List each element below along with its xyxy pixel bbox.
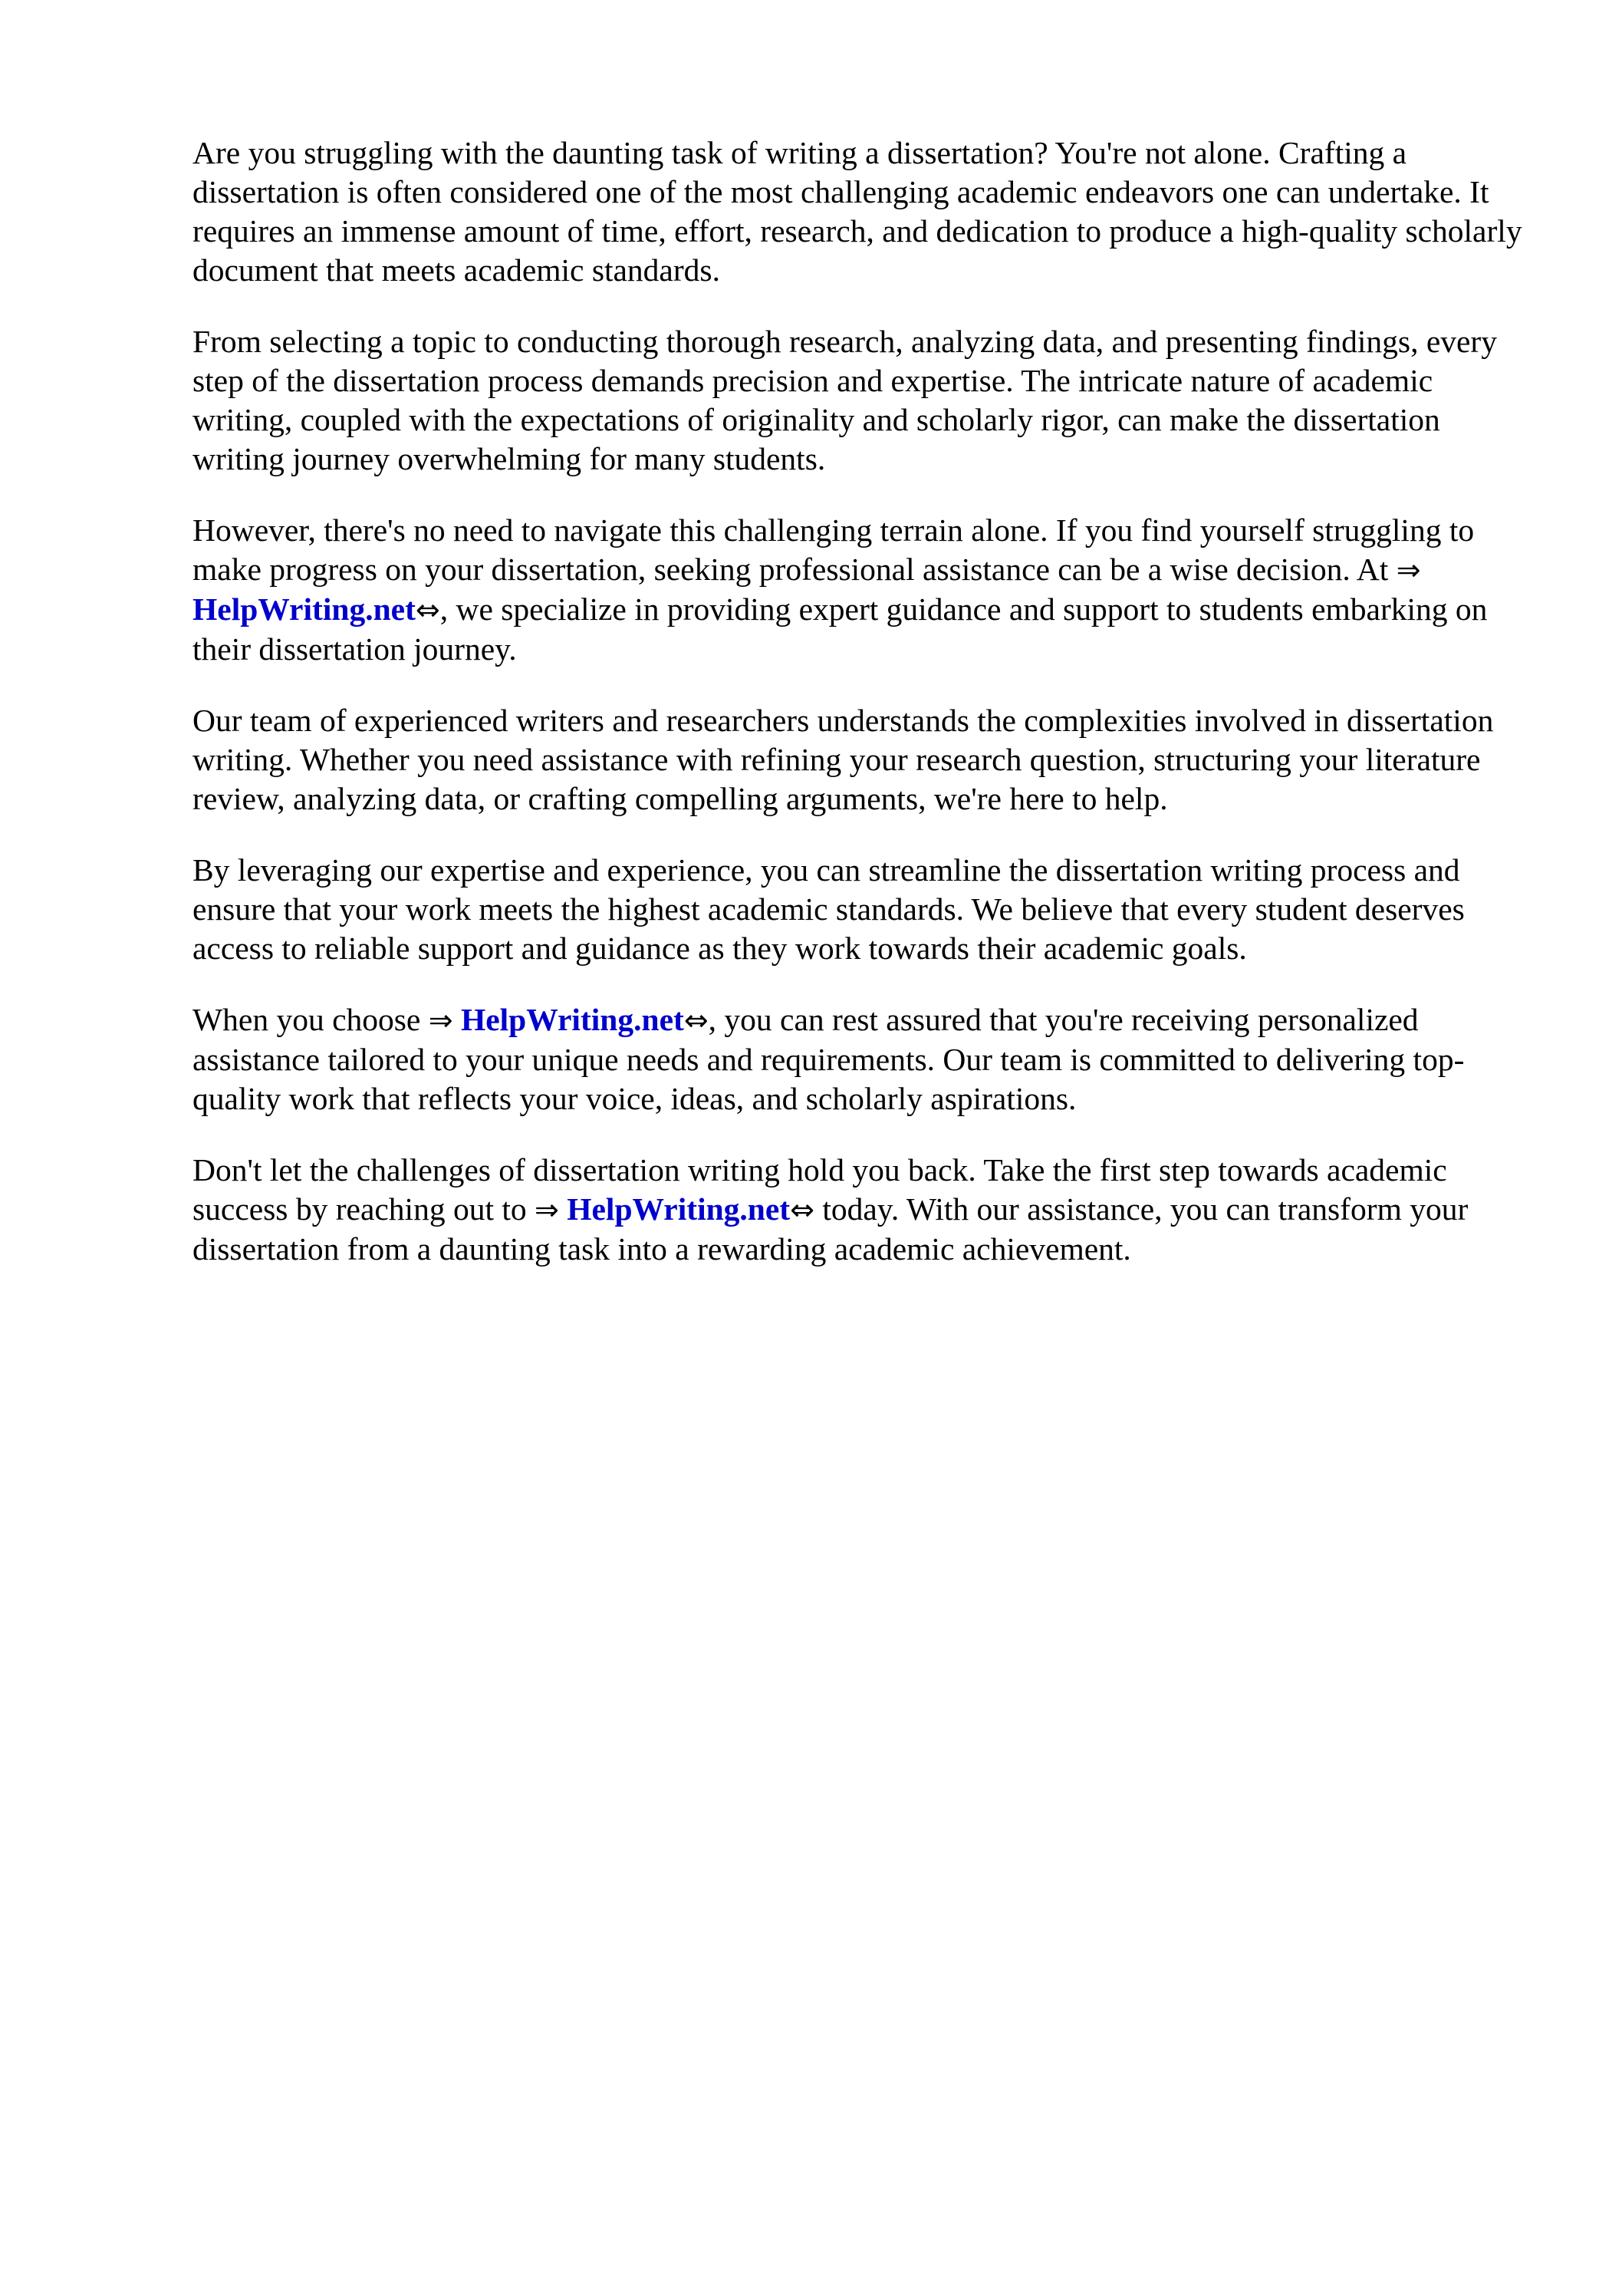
- paragraph-choose: [192, 1000, 1527, 1118]
- helpwriting-link-2[interactable]: HelpWriting.net: [460, 1002, 684, 1037]
- paragraph-assistance: [192, 511, 1527, 669]
- document-body: [192, 133, 1527, 1301]
- paragraph-choose-text-start: When you choose: [192, 1002, 429, 1037]
- helpwriting-link-1[interactable]: HelpWriting.net: [192, 591, 416, 627]
- arrow-both-icon: ⇔: [790, 1193, 814, 1227]
- arrow-right-icon: ⇒: [428, 1003, 453, 1037]
- paragraph-closing: [192, 1151, 1527, 1269]
- paragraph-intro: Are you struggling with the daunting task of writing a dissertation? You're not alone. Crafting a dissertation is often considered one of the most challenging academic endeavors one can undertake. It requires an immense amount of time, effort, research, and dedication to produce a high-quality scholarly document that meets academic standards.: [192, 135, 1522, 288]
- arrow-right-icon: ⇒: [535, 1193, 559, 1227]
- paragraph-closing-text-start: Don't let the challenges of dissertation writing hold you back. Take the first step towards academic success by reaching out to: [192, 1152, 1447, 1227]
- paragraph-assistance-text-end: , we specialize in providing expert guidance and support to students embarking on their dissertation journey.: [192, 591, 1488, 667]
- paragraph-team: Our team of experienced writers and researchers understands the complexities involved in dissertation writing. Whether you need assistance with refining your research question, structuring your literature review, analyzing data, or crafting compelling arguments, we're here to help.: [192, 703, 1494, 816]
- helpwriting-link-3[interactable]: HelpWriting.net: [567, 1191, 791, 1227]
- paragraph-choose-text-end: , you can rest assured that you're receiving personalized assistance tailored to your unique needs and requirements. Our team is committed to delivering top-quality work that reflects your voice, ideas, and scholarly aspirations.: [192, 1002, 1465, 1116]
- paragraph-assistance-text-start: However, there's no need to navigate this challenging terrain alone. If you find yourself struggling to make progress on your dissertation, seeking professional assistance can be a wise decision. At: [192, 512, 1475, 587]
- paragraph-process: From selecting a topic to conducting thorough research, analyzing data, and presenting findings, every step of the dissertation process demands precision and expertise. The intricate nature of academic writing, coupled with the expectations of originality and scholarly rigor, can make the dissertation writing journey overwhelming for many students.: [192, 324, 1497, 476]
- arrow-both-icon: ⇔: [683, 1003, 709, 1037]
- paragraph-closing-text-end: today. With our assistance, you can transform your dissertation from a daunting task into a rewarding academic achievement.: [192, 1191, 1469, 1267]
- paragraph-expertise: By leveraging our expertise and experience, you can streamline the dissertation writing process and ensure that your work meets the highest academic standards. We believe that every student deserves access to reliable support and guidance as they work towards their academic goals.: [192, 852, 1465, 966]
- arrow-both-icon: ⇔: [415, 593, 440, 627]
- arrow-right-icon: ⇒: [1396, 553, 1421, 587]
